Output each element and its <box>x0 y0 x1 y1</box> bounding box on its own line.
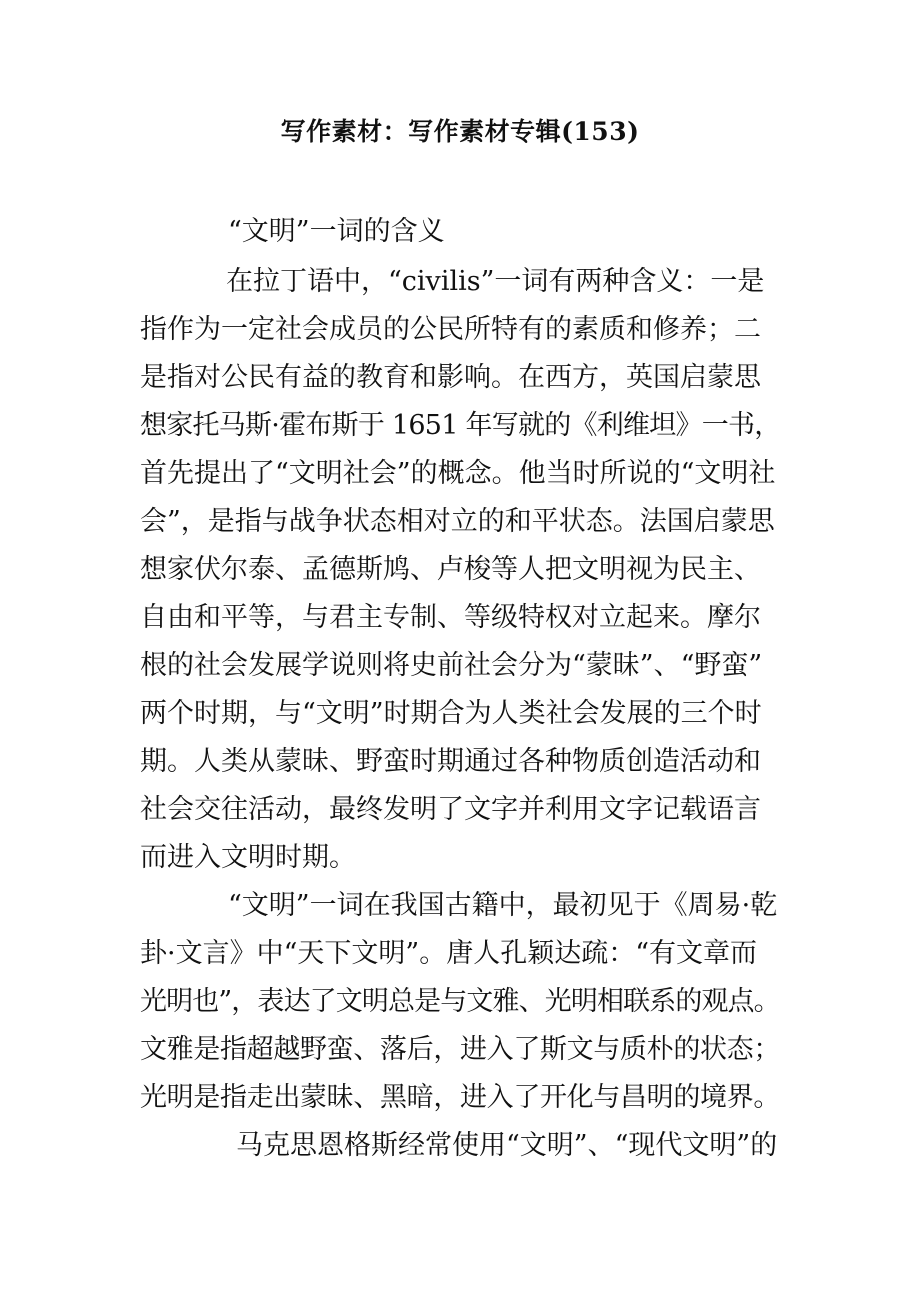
paragraph-line: 两个时期，与“文明”时期合为人类社会发展的三个时 <box>140 698 762 729</box>
section-heading: “文明”一词的含义 <box>228 216 445 247</box>
paragraph-line: 会”，是指与战争状态相对立的和平状态。法国启蒙思 <box>140 506 775 537</box>
paragraph-line: 首先提出了“文明社会”的概念。他当时所说的“文明社 <box>140 458 776 489</box>
paragraph-line: 想家托马斯·霍布斯于 1651 年写就的《利维坦》一书， <box>140 410 781 441</box>
paragraph-line: 根的社会发展学说则将史前社会分为“蒙昧”、“野蛮” <box>140 650 763 681</box>
paragraph-line: 而进入文明时期。 <box>140 842 356 873</box>
document-title: 写作素材：写作素材专辑(153) <box>280 117 640 146</box>
paragraph-line: 指作为一定社会成员的公民所特有的素质和修养；二 <box>140 314 761 345</box>
paragraph-line: 卦·文言》中“天下文明”。唐人孔颖达疏：“有文章而 <box>140 938 757 969</box>
paragraph-line: 社会交往活动，最终发明了文字并利用文字记载语言 <box>140 794 761 825</box>
paragraph-line: “文明”一词在我国古籍中，最初见于《周易·乾 <box>228 890 778 921</box>
paragraph-line: 想家伏尔泰、孟德斯鸠、卢梭等人把文明视为民主、 <box>140 554 761 585</box>
paragraph-line: 期。人类从蒙昧、野蛮时期通过各种物质创造活动和 <box>140 746 761 777</box>
paragraph-line: 马克思恩格斯经常使用“文明”、“现代文明”的 <box>236 1130 778 1161</box>
paragraph-line: 在拉丁语中，“civilis”一词有两种含义：一是 <box>226 266 765 297</box>
paragraph-line: 文雅是指超越野蛮、落后，进入了斯文与质朴的状态； <box>140 1034 780 1065</box>
paragraph-line: 自由和平等，与君主专制、等级特权对立起来。摩尔 <box>140 602 761 633</box>
paragraph-line: 光明也”，表达了文明总是与文雅、光明相联系的观点。 <box>140 986 780 1017</box>
paragraph-line: 是指对公民有益的教育和影响。在西方，英国启蒙思 <box>140 362 761 393</box>
paragraph-line: 光明是指走出蒙昧、黑暗，进入了开化与昌明的境界。 <box>140 1082 780 1113</box>
